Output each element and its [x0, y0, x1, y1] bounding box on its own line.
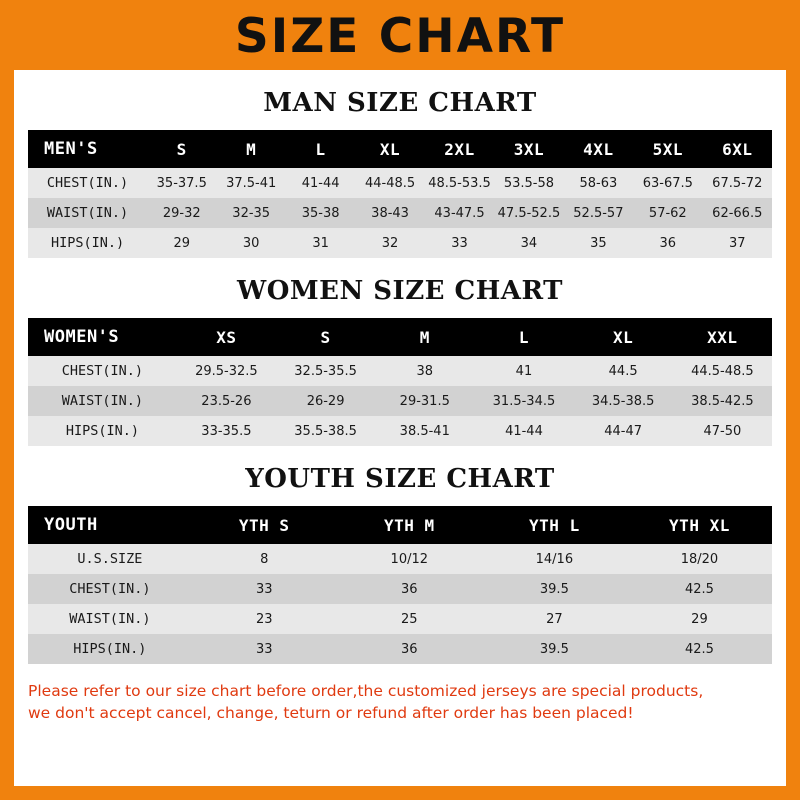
- women-cell: 44.5-48.5: [691, 363, 754, 379]
- women-cell: 33-35.5: [201, 423, 252, 439]
- women-cell: 31.5-34.5: [492, 393, 556, 409]
- men-header-cell: 6XL: [722, 139, 753, 159]
- women-cell: 47-50: [703, 423, 742, 439]
- youth-size-table: [28, 506, 772, 664]
- men-size-table: [28, 130, 772, 258]
- youth-section: [14, 464, 786, 664]
- youth-cell: 18/20: [680, 551, 719, 567]
- table-row: [28, 604, 772, 634]
- youth-cell: 39.5: [539, 581, 569, 597]
- women-header-cell: XXL: [707, 327, 738, 347]
- table-row: [28, 356, 772, 386]
- men-cell: 44-48.5: [364, 175, 416, 191]
- men-cell: 67.5-72: [712, 175, 763, 191]
- women-header-cell: S: [320, 327, 331, 347]
- men-cell: 36: [659, 235, 677, 251]
- women-header-cell: M: [419, 327, 430, 347]
- youth-header-cell: YOUTH: [44, 515, 98, 535]
- youth-table-header-row: [28, 506, 772, 544]
- youth-cell: 36: [401, 581, 418, 597]
- men-header-cell: 2XL: [444, 139, 475, 159]
- women-row-label: HIPS(IN.): [65, 423, 139, 439]
- men-header-cell: S: [176, 139, 187, 159]
- women-row-label: WAIST(IN.): [61, 393, 144, 409]
- men-cell: 53.5-58: [503, 175, 555, 191]
- men-row-label: HIPS(IN.): [50, 235, 125, 251]
- women-cell: 41: [515, 363, 533, 379]
- men-cell: 35: [590, 235, 607, 251]
- women-cell: 29.5-32.5: [195, 363, 258, 379]
- men-section: [14, 88, 786, 258]
- women-cell: 41-44: [505, 423, 543, 439]
- youth-cell: 10/12: [390, 551, 429, 567]
- men-header-cell: 4XL: [583, 139, 614, 159]
- women-header-cell: WOMEN'S: [44, 327, 120, 347]
- youth-header-cell: YTH XL: [669, 515, 730, 535]
- men-cell: 31: [312, 235, 329, 251]
- youth-cell: 27: [546, 611, 563, 627]
- table-row: [28, 386, 772, 416]
- table-row: [28, 544, 772, 574]
- youth-row-label: U.S.SIZE: [77, 551, 143, 567]
- men-row-label: CHEST(IN.): [46, 175, 129, 191]
- footer-line-1: Please refer to our size chart before order,the customized jerseys are special products,: [28, 682, 704, 700]
- youth-cell: 8: [260, 551, 269, 567]
- bottom-band: [0, 786, 800, 800]
- women-header-cell: XS: [216, 327, 237, 347]
- women-cell: 38.5-42.5: [691, 393, 754, 409]
- men-cell: 33: [451, 235, 468, 251]
- youth-header-cell: YTH M: [383, 515, 435, 535]
- men-section-title: MAN SIZE CHART: [263, 88, 537, 118]
- youth-cell: 33: [255, 641, 273, 657]
- women-header-cell: L: [518, 327, 530, 347]
- men-cell: 37.5-41: [226, 175, 277, 191]
- women-cell: 35.5-38.5: [294, 423, 357, 439]
- men-cell: 29: [173, 235, 191, 251]
- men-cell: 38-43: [371, 205, 409, 221]
- women-cell: 44.5: [608, 363, 638, 379]
- women-cell: 23.5-26: [201, 393, 252, 409]
- table-row: [28, 168, 772, 198]
- youth-cell: 36: [401, 641, 418, 657]
- men-cell: 47.5-52.5: [497, 205, 561, 221]
- men-cell: 57-62: [648, 205, 687, 221]
- men-header-cell: M: [246, 139, 257, 159]
- youth-header-cell: YTH L: [529, 515, 580, 535]
- women-cell: 44-47: [604, 423, 643, 439]
- youth-cell: 33: [255, 581, 273, 597]
- table-row: [28, 574, 772, 604]
- footer-line-2: we don't accept cancel, change, teturn or refund after order has been placed!: [28, 704, 634, 723]
- men-header-cell: L: [315, 139, 326, 159]
- men-cell: 41-44: [301, 175, 340, 191]
- men-cell: 37: [728, 235, 746, 251]
- footer-disclaimer: [28, 680, 772, 725]
- men-header-cell: 3XL: [513, 139, 545, 159]
- men-cell: 52.5-57: [573, 205, 624, 221]
- table-row: [28, 198, 772, 228]
- table-row: [28, 416, 772, 446]
- men-row-label: WAIST(IN.): [46, 205, 129, 221]
- youth-row-label: CHEST(IN.): [69, 581, 151, 597]
- youth-cell: 25: [401, 611, 418, 627]
- youth-cell: 14/16: [535, 551, 574, 567]
- women-row-label: CHEST(IN.): [61, 363, 144, 379]
- women-cell: 38: [416, 363, 434, 379]
- table-row: [28, 634, 772, 664]
- youth-cell: 42.5: [684, 581, 714, 597]
- men-header-cell: 5XL: [652, 139, 684, 159]
- women-cell: 26-29: [306, 393, 345, 409]
- youth-row-label: WAIST(IN.): [69, 611, 151, 627]
- youth-cell: 29: [691, 611, 708, 627]
- women-section-title: WOMEN SIZE CHART: [237, 276, 563, 306]
- women-cell: 32.5-35.5: [294, 363, 357, 379]
- women-size-table: [28, 318, 772, 446]
- women-cell: 38.5-41: [399, 423, 450, 439]
- men-cell: 58-63: [579, 175, 618, 191]
- youth-header-cell: YTH S: [238, 515, 290, 535]
- youth-cell: 42.5: [684, 641, 714, 657]
- men-cell: 32: [381, 235, 399, 251]
- women-section: [14, 276, 786, 446]
- table-row: [28, 228, 772, 258]
- men-cell: 34: [520, 235, 538, 251]
- men-cell: 63-67.5: [642, 175, 693, 191]
- men-cell: 30: [242, 235, 260, 251]
- men-header-cell: MEN'S: [44, 139, 98, 159]
- men-table-header-row: [28, 130, 772, 168]
- women-cell: 29-31.5: [399, 393, 450, 409]
- men-cell: 35-37.5: [156, 175, 207, 191]
- men-cell: 29-32: [162, 205, 201, 221]
- youth-row-label: HIPS(IN.): [73, 641, 147, 657]
- men-cell: 43-47.5: [434, 205, 485, 221]
- men-cell: 32-35: [232, 205, 271, 221]
- women-header-cell: XL: [613, 327, 634, 347]
- header-band: [0, 0, 800, 70]
- men-cell: 62-66.5: [712, 205, 763, 221]
- youth-cell: 23: [255, 611, 273, 627]
- men-cell: 48.5-53.5: [428, 175, 491, 191]
- women-table-header-row: [28, 318, 772, 356]
- youth-cell: 39.5: [539, 641, 569, 657]
- youth-section-title: YOUTH SIZE CHART: [245, 464, 555, 494]
- men-cell: 35-38: [301, 205, 340, 221]
- men-header-cell: XL: [379, 139, 401, 159]
- women-cell: 34.5-38.5: [591, 393, 655, 409]
- page-title: SIZE CHART: [234, 8, 566, 64]
